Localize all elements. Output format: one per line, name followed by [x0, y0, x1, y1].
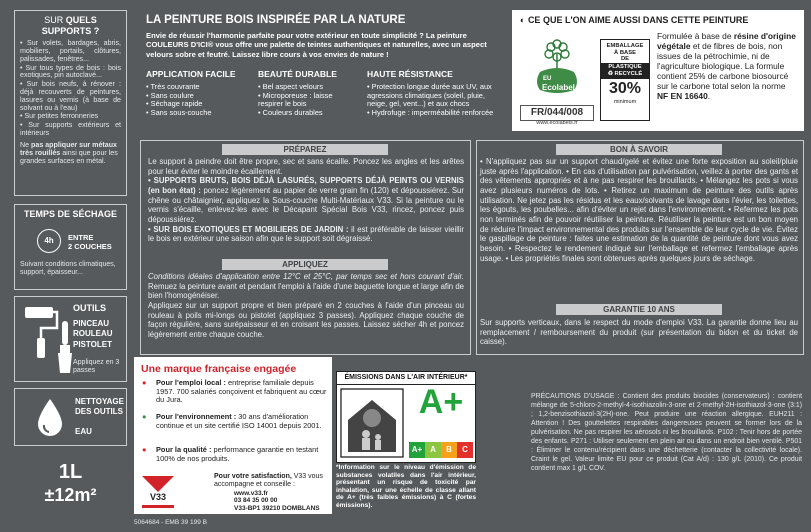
- website-link[interactable]: www.v33.fr: [234, 490, 269, 497]
- emissions-grade: A+: [418, 383, 464, 421]
- drying-title: TEMPS DE SÉCHAGE: [23, 209, 117, 219]
- french-title: Une marque française engagée: [141, 363, 297, 375]
- tools-note: Appliquez en 3 passes: [73, 359, 120, 375]
- drying-hours: 4h: [44, 236, 54, 245]
- tool-item: ROULEAU: [73, 329, 113, 339]
- ecolabel-eu: EU: [543, 76, 552, 82]
- prepare-title: PRÉPAREZ: [222, 144, 388, 155]
- drying-label: ENTRE 2 COUCHES: [68, 233, 112, 251]
- ecolabel-url: www.ecolabels.fr: [536, 120, 578, 126]
- apply-title: APPLIQUEZ: [222, 259, 388, 270]
- feature-item: • Bel aspect velours: [258, 81, 324, 91]
- eco-panel: [512, 10, 804, 131]
- v33-logo: V33: [142, 472, 174, 508]
- scale-c: C: [457, 442, 473, 458]
- emissions-note: *Information sur le niveau d'émission de substances volatiles dans l'air intérieur, présentant un risque de toxicité par inhalation, sur une échelle de classe allant de A+ (très faibles émissions) à C (fortes émissions).: [336, 464, 476, 509]
- feature-col-3: HAUTE RÉSISTANCE • Protection longue durée aux UV, aux agressions climatiques (soleil, pluie, neige, gel, vent...) et aux chocs • Hydrofuge : imperméabilité renforcée: [367, 70, 507, 118]
- support-item: • Sur supports extérieurs et intérieurs: [20, 121, 121, 137]
- page-title: LA PEINTURE BOIS INSPIRÉE PAR LA NATURE: [146, 14, 406, 26]
- supports-list: [20, 40, 121, 138]
- scale-a: A: [425, 442, 441, 458]
- ecolabel-name: Ecolabel: [542, 83, 575, 92]
- feature-col-2: BEAUTÉ DURABLE • Bel aspect velours • Microporeuse : laisse respirer le bois • Couleurs durables: [258, 70, 358, 118]
- ecolabel-logo: [518, 32, 596, 124]
- french-item-2: ● Pour l'environnement : 30 ans d'amélioration continue et un site certifié ISO 14001 depuis 2001.: [142, 412, 322, 430]
- feature-item: • Sans sous-couche: [146, 107, 212, 117]
- cleaning-value: EAU: [75, 427, 92, 436]
- precautions-text: PRÉCAUTIONS D'USAGE : Contient des produits biocides (conservateurs) : contient mélange de 5-chloro-2-methyl-4-isothiazolin-3-one et 2-methyl-2H-isothiazol-3-one (3:1) ; 1,2-benzisothiazol-3(2H)-one. Peut produire une réaction allergique. EUH211 : Attention ! Des gouttelettes respirables dangereuses peuvent se former lors de la pulvérisation. Ne pas respirer les aérosols ni les brouillards. P102 : Tenir hors de portée des enfants. P271 : Utiliser seulement en plein air ou dans un endroit bien ventilé. P501 : Éliminer le contenu/récipient dans une déchetterie (contacter la collectivité locale). Craint le gel. Valeur limite EU pour ce produit (Cat A/d) : 130 g/L (2010). Ce produit contient max 1 g/L COV.: [531, 393, 802, 472]
- scale-b: B: [441, 442, 457, 458]
- french-item-1: ● Pour l'emploi local : entreprise familiale depuis 1957. 700 salariés conçoivent et fabriquent au cœur du Jura.: [142, 378, 327, 405]
- feature-item: • Très couvrante: [146, 81, 200, 91]
- warranty-title: GARANTIE 10 ANS: [556, 304, 722, 315]
- contact-info: [234, 490, 320, 512]
- scale-a-plus: A+: [409, 442, 425, 458]
- drying-box: [14, 204, 127, 290]
- tips-title: BON À SAVOIR: [556, 144, 722, 155]
- supports-title: SUR QUELS SUPPORTS ?: [41, 15, 100, 36]
- feature-col-1: APPLICATION FACILE • Très couvrante • Sans coulure • Séchage rapide • Sans sous-couche: [146, 70, 251, 118]
- supports-note: Ne pas appliquer sur métaux très rouillés ainsi que pour les grandes surfaces en métal.: [20, 140, 118, 165]
- emissions-scale: [409, 442, 473, 458]
- recycled-percent: 30%: [608, 79, 642, 97]
- warranty-text: Sur supports verticaux, dans le respect du mode d'emploi V33. La garantie donne lieu au remplacement / remboursement du produit (sur présentation du bidon et du ticket de caisse).: [480, 318, 798, 347]
- support-item: • Sur petites ferronneries: [20, 112, 99, 121]
- feature-item: • Sans coulure: [146, 90, 194, 100]
- leaf-icon-2: ●: [142, 412, 147, 421]
- location-pin-icon: ●: [142, 378, 147, 387]
- volume-liters: 1L: [58, 461, 83, 483]
- volume-area: ±12m²: [44, 485, 97, 505]
- water-drop-icon: [35, 397, 65, 439]
- product-code: 5064684 - EMB 39 199 B: [134, 519, 207, 526]
- french-brand-panel: [134, 357, 332, 514]
- tools-list: [73, 319, 113, 350]
- ecolabel-code: FR/044/008: [520, 105, 594, 121]
- ecolabel-flower-icon: [518, 32, 596, 106]
- feature-item: • Microporeuse : laisse respirer le bois: [258, 90, 333, 109]
- tools-box: [14, 296, 127, 382]
- cleaning-title: NETTOYAGE DES OUTILS: [75, 397, 124, 416]
- emissions-title: ÉMISSIONS DANS L'AIR INTÉRIEUR*: [337, 372, 475, 385]
- leaf-icon: ◐: [520, 15, 528, 25]
- emissions-panel: [336, 371, 476, 463]
- tool-item: PISTOLET: [73, 339, 112, 349]
- intro-text: Envie de réussir l'harmonie parfaite pour votre extérieur en toute simplicité ? La peinture COULEURS D'ICI® vous offre une palette de teintes authentiques et naturelles, avec un aspect velours sobre et feutré. Laissez libre cours à vos envies de nature !: [146, 31, 487, 59]
- feature-item: • Protection longue durée aux UV, aux agressions climatiques (soleil, pluie, neige, gel, vent...) et aux chocs: [367, 81, 492, 109]
- satisfaction-text: Pour votre satisfaction, V33 vous accompagne et conseille :: [214, 473, 323, 489]
- eco-title: ◐ CE QUE L'ON AIME AUSSI DANS CETTE PEINTURE: [520, 15, 749, 25]
- support-item: • Sur bois neufs, à rénover : déjà recouverts de peintures, lasures ou vernis (à base de solvant ou à l'eau): [20, 80, 121, 112]
- support-item: • Sur volets, bardages, abris, mobiliers, portails, clôtures, palissades, fenêtres...: [20, 39, 121, 63]
- phone-number: 03 84 35 00 00: [234, 497, 278, 505]
- french-item-3: ● Pour la qualité : performance garantie en testant 100% de nos produits.: [142, 445, 319, 463]
- packaging-badge: EMBALLAGE À BASE DE PLASTIQUE ♻ RECYCLÉ 30% minimum: [600, 39, 650, 121]
- supports-box: [14, 10, 127, 196]
- tool-item: PINCEAU: [73, 319, 110, 328]
- feature-item: • Séchage rapide: [146, 99, 203, 109]
- apply-text: Conditions idéales d'application entre 12°C et 25°C, par temps sec et hors courant d'air. Remuez la peinture avant et pendant l'emploi à l'aide d'une baguette longue et large afin de bien l'homogénéiser. Appliquez sur un support propre et bien préparé en 2 couches à l'aide d'un pinceau ou rouleau à poils mi-longs ou pistolet (appliquez 3 passes). Appliquez chaque couche de façon régulière, sans surépaisseur et en croisant les passes. Laissez sécher 4h et poncez légèrement entre chaque couche.: [148, 272, 464, 339]
- drying-note: Suivant conditions climatiques, support, épaisseur...: [20, 261, 116, 277]
- prepare-text: Le support à peindre doit être propre, sec et sans écaille. Poncez les angles et les arêtes pour leur éviter le moindre écaillement. • SUPPORTS BRUTS, BOIS DÉJÀ LASURÉS, SUPPORTS DÉJÀ PEINTS OU VERNIS (en bon état) : poncez légèrement au papier de verre grain fin (120) et dépoussiérez. Sur chêne ou châtaignier, appliquez la Sous-couche Multi-Matériaux V33. Si la peinture ou le vernis s'écaille, enlevez-les avec le Décapant Spécial Bois V33, rincez, poncez puis dépoussiérez. • SUR BOIS EXOTIQUES ET MOBILIERS DE JARDIN : il est préférable de laisser vieillir le bois en extérieur une saison afin que le support soit dégraissé.: [148, 157, 464, 244]
- feature-item: • Hydrofuge : imperméabilité renforcée: [367, 107, 494, 117]
- feature-item: • Couleurs durables: [258, 107, 323, 117]
- address: V33-BP1 39210 DOMBLANS: [234, 504, 320, 512]
- tools-title: OUTILS: [73, 303, 106, 313]
- eco-text: Formulée à base de résine d'origine végétale et de fibres de bois, non issues de la pétrochimie, ni de l'agriculture biologique. La formule contient 25% de carbone biosourcé sur le carbone total selon la norme NF EN 16640.: [657, 31, 796, 101]
- cleaning-box: [14, 388, 127, 446]
- tips-text: • N'appliquez pas sur un support chaud/gelé et évitez une forte exposition au soleil/pluie juste après l'application. • En cas d'utilisation par pulvérisation, veillez à porter des gants et des vêtements appropriés et à ne pas respirer les brouillards. • Mélangez les pots si vous avez plusieurs numéros de lots. • Retirez un maximum de peinture des outils après utilisation. Ne jetez pas les résidus et les eaux/solvants de lavage dans l'évier, les toilettes, les égouts, les poubelles... afin d'éviter un rejet dans l'environnement. • Refermez les pots non terminés afin de pouvoir réutiliser la peinture. Réutiliser la peinture est un bon moyen de réduire l'impact environnemental des produits sur l'ensemble de leur cycle de vie. Évitez le gaspillage de peinture : faites une estimation de la quantité de peinture dont vous avez besoin. • Respectez le rendement indiqué sur l'emballage et refermez l'emballage après usage. • Les propriétés finales sont obtenues après quelques jours de séchage.: [480, 157, 798, 263]
- quality-badge-icon: ●: [142, 445, 147, 454]
- house-icon: [340, 388, 404, 458]
- support-item: • Sur tous types de bois : bois exotiques, pin autoclavé...: [20, 63, 121, 80]
